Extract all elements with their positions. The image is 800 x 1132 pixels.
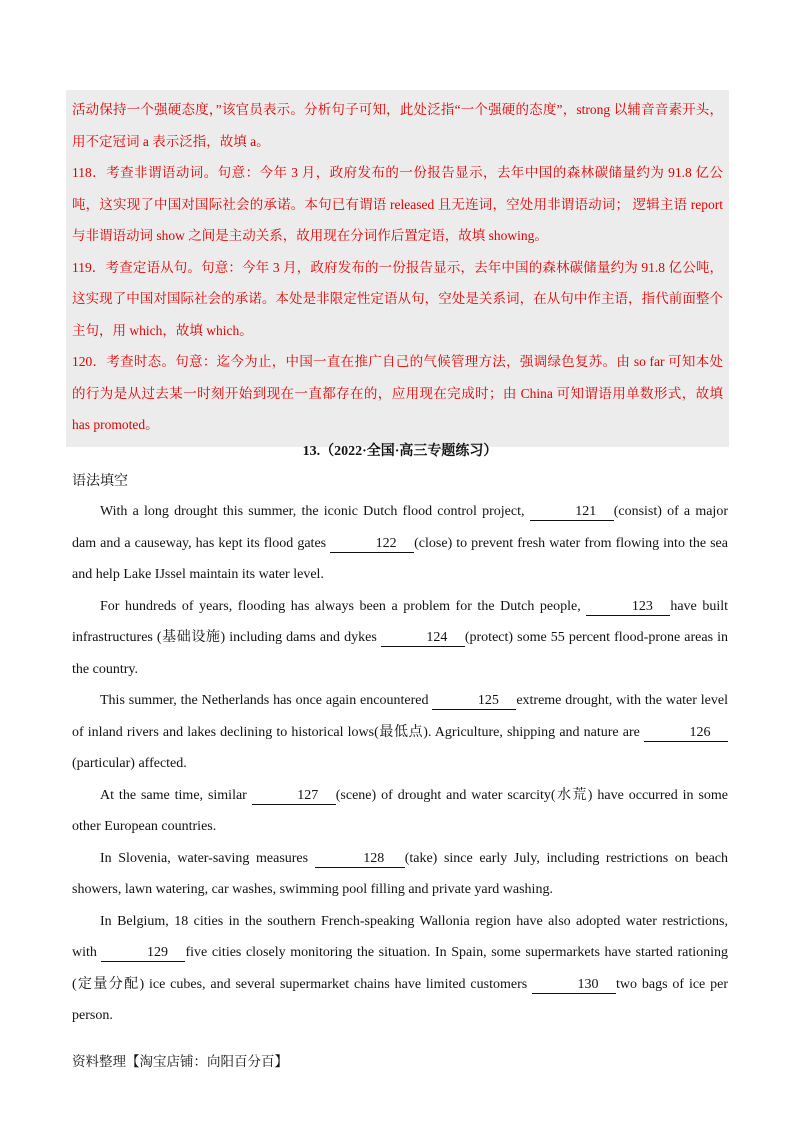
passage-text: At the same time, similar: [100, 787, 252, 803]
answer-paragraph: 120．考查时态。句意：迄今为止，中国一直在推广自己的气候管理方法，强调绿色复苏。由 so far 可知本处的行为是从过去某一时刻开始到现在一直都存在的，应用现在完成时；由 China 可知谓语用单数形式，故填 has promoted。: [72, 354, 723, 432]
blank-126: 126: [644, 725, 728, 742]
passage-text: extreme drought, with the water level of inland rivers and lakes declining to historical lows(最低点). Agriculture, shipping and nature are: [72, 693, 728, 740]
passage-text: two bags of ice per person.: [72, 976, 728, 1023]
passage-paragraph: [72, 843, 728, 906]
blank-127: 127: [252, 788, 336, 805]
passage-paragraph: [72, 496, 728, 591]
passage-paragraph: [72, 685, 728, 780]
blank-124: 124: [381, 630, 465, 647]
blank-122: 122: [330, 536, 414, 553]
passage-text: In Slovenia, water-saving measures: [100, 850, 315, 866]
blank-123: 123: [586, 599, 670, 616]
answer-paragraph: 活动保持一个强硬态度，”该官员表示。分析句子可知，此处泛指“一个强硬的态度”，strong 以辅音音素开头，用不定冠词 a 表示泛指，故填 a。: [72, 102, 723, 149]
passage-text: With a long drought this summer, the iconic Dutch flood control project,: [100, 504, 530, 519]
section-title: 13.（2022·全国·高三专题练习）: [302, 444, 498, 459]
passage-text: For hundreds of years, flooding has always been a problem for the Dutch people,: [100, 598, 587, 614]
passage-paragraph: [72, 906, 728, 1032]
passage-text: This summer, the Netherlands has once again encountered: [100, 693, 433, 708]
passage-text: (close) to prevent fresh water from flowing into the sea and help Lake IJssel maintain its water level.: [72, 535, 728, 582]
passage-paragraph: [72, 591, 728, 686]
blank-125: 125: [432, 693, 516, 710]
blank-121: 121: [530, 504, 614, 521]
blank-128: 128: [315, 851, 405, 868]
passage-text: In Belgium, 18 cities in the southern French-speaking Wallonia region have also adopted water restrictions, with: [72, 913, 728, 960]
blank-129: 129: [101, 945, 185, 962]
passage-text: (consist) of a major dam and a causeway, has kept its flood gates: [72, 504, 728, 551]
blank-130: 130: [532, 977, 616, 994]
passage-paragraph: [72, 780, 728, 843]
answer-explanations: [66, 90, 729, 447]
passage-text: (scene) of drought and water scarcity(水荒) have occurred in some other European countries.: [72, 787, 728, 834]
answer-paragraph: 119．考查定语从句。句意：今年 3 月，政府发布的一份报告显示，去年中国的森林碳储量约为 91.8 亿公吨，这实现了中国对国际社会的承诺。本处是非限定性定语从句，空处是关系词，在从句中作主语，指代前面整个主句，用 which，故填 which。: [72, 259, 723, 338]
passage-text: five cities closely monitoring the situation. In Spain, some supermarkets have started rationing (定量分配) ice cubes, and several supermarket chains have limited customers: [72, 945, 729, 992]
section-instruction: 语法填空: [72, 474, 128, 489]
answer-paragraph: 118．考查非谓语动词。句意：今年 3 月，政府发布的一份报告显示，去年中国的森林碳储量约为 91.8 亿公吨，这实现了中国对国际社会的承诺。本句已有谓语 released 且无连词，空处用非谓语动词； 逻辑主语 report 与非谓语动词 show 之间是主动关系，故用现在分词作后置定语，故填 showing。: [72, 165, 723, 243]
passage-text: (particular) affected.: [72, 756, 187, 771]
passage-text: (protect) some 55 percent flood-prone areas in the country.: [72, 630, 728, 677]
passage-text: have built infrastructures (基础设施) including dams and dykes: [72, 598, 728, 645]
passage-text: (take) since early July, including restrictions on beach showers, lawn watering, car washes, swimming pool filling and private yard washing.: [72, 850, 728, 897]
cloze-passage: [72, 496, 728, 1032]
footer-note: 资料整理【淘宝店铺：向阳百分百】: [72, 1054, 288, 1070]
